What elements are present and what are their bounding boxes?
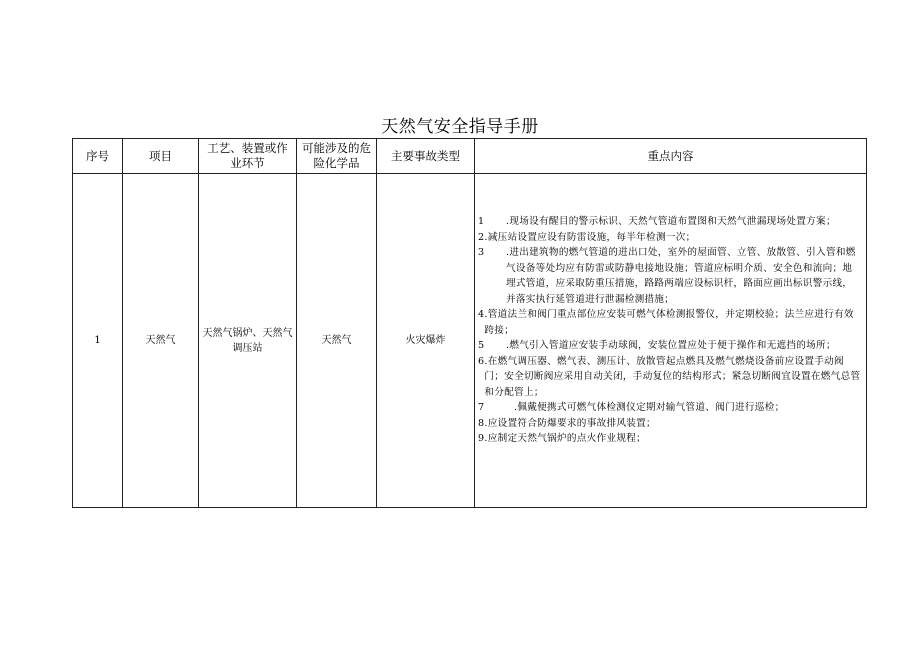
cell-seq: 1 <box>73 174 123 508</box>
point-item-2 <box>478 230 862 246</box>
point-item-8 <box>478 416 862 432</box>
safety-guide-table <box>72 138 867 508</box>
point-text: .减压站设置应设有防雷设施，每半年检测一次； <box>484 231 696 243</box>
point-number: 3 <box>478 247 485 258</box>
point-number: 8 <box>478 417 485 429</box>
document-title: 天然气安全指导手册 <box>381 117 539 137</box>
point-number: 4 <box>478 309 485 320</box>
point-item-9 <box>478 431 862 447</box>
cell-key-points <box>475 174 867 508</box>
header-hazard: 可能涉及的危险化学品 <box>297 139 377 174</box>
header-seq: 序号 <box>73 139 123 174</box>
point-item-7 <box>478 400 862 416</box>
point-number: 1 <box>478 216 485 227</box>
header-accident: 主要事故类型 <box>377 139 475 174</box>
cell-accident: 火灾爆炸 <box>377 174 475 508</box>
point-text: .管道法兰和阀门重点部位应安装可燃气体检测报警仪，并定期校验；法兰应进行有效跨接； <box>484 309 854 336</box>
point-number: 6 <box>478 355 485 367</box>
point-number: 7 <box>478 402 485 413</box>
cell-process: 天然气锅炉、天然气调压站 <box>199 174 297 508</box>
point-text: .现场设有醒目的警示标识、天然气管道布置图和天然气泄漏现场处置方案； <box>506 216 836 227</box>
point-text: .应设置符合防爆要求的事故排风装置； <box>484 417 656 429</box>
point-text: .在燃气调压器、燃气表、测压计、放散管起点燃具及燃气燃烧设备前应设置手动阀门；安全切断阀应采用自动关闭，手动复位的结构形式；紧急切断阀宜设置在燃气总管和分配管上； <box>484 355 861 398</box>
header-process: 工艺、装置或作业环节 <box>199 139 297 174</box>
point-item-5 <box>478 338 862 354</box>
point-item-4 <box>478 307 862 338</box>
point-number: 9 <box>478 433 485 444</box>
point-item-1 <box>478 214 862 230</box>
point-text: .进出建筑物的燃气管道的进出口处，室外的屋面管、立管、放散管、引入管和燃气设备等处均应有防雷或防静电接地设施；管道应标明介质、安全色和流向；地埋式管道，应采取防重压措施，路路两端应设标识杆，路面应画出标识警示线，并落实执行延管道进行泄漏检测措施； <box>506 247 856 305</box>
cell-item: 天然气 <box>123 174 199 508</box>
table-header-row <box>73 139 867 174</box>
point-text: .佩戴便携式可燃气体检测仪定期对输气管道、阀门进行巡检； <box>514 402 785 413</box>
point-number: 5 <box>478 340 485 351</box>
table-row <box>73 174 867 508</box>
point-text: .应制定天然气锅炉的点火作业规程； <box>484 433 647 444</box>
point-item-3 <box>478 245 862 307</box>
header-key-points: 重点内容 <box>475 139 867 174</box>
header-item: 项目 <box>123 139 199 174</box>
point-item-6 <box>478 354 862 401</box>
point-number: 2 <box>478 231 485 243</box>
point-text: .燃气引入管道应安装手动球阀，安装位置应处于便于操作和无遮挡的场所； <box>506 340 836 351</box>
cell-hazard: 天然气 <box>297 174 377 508</box>
